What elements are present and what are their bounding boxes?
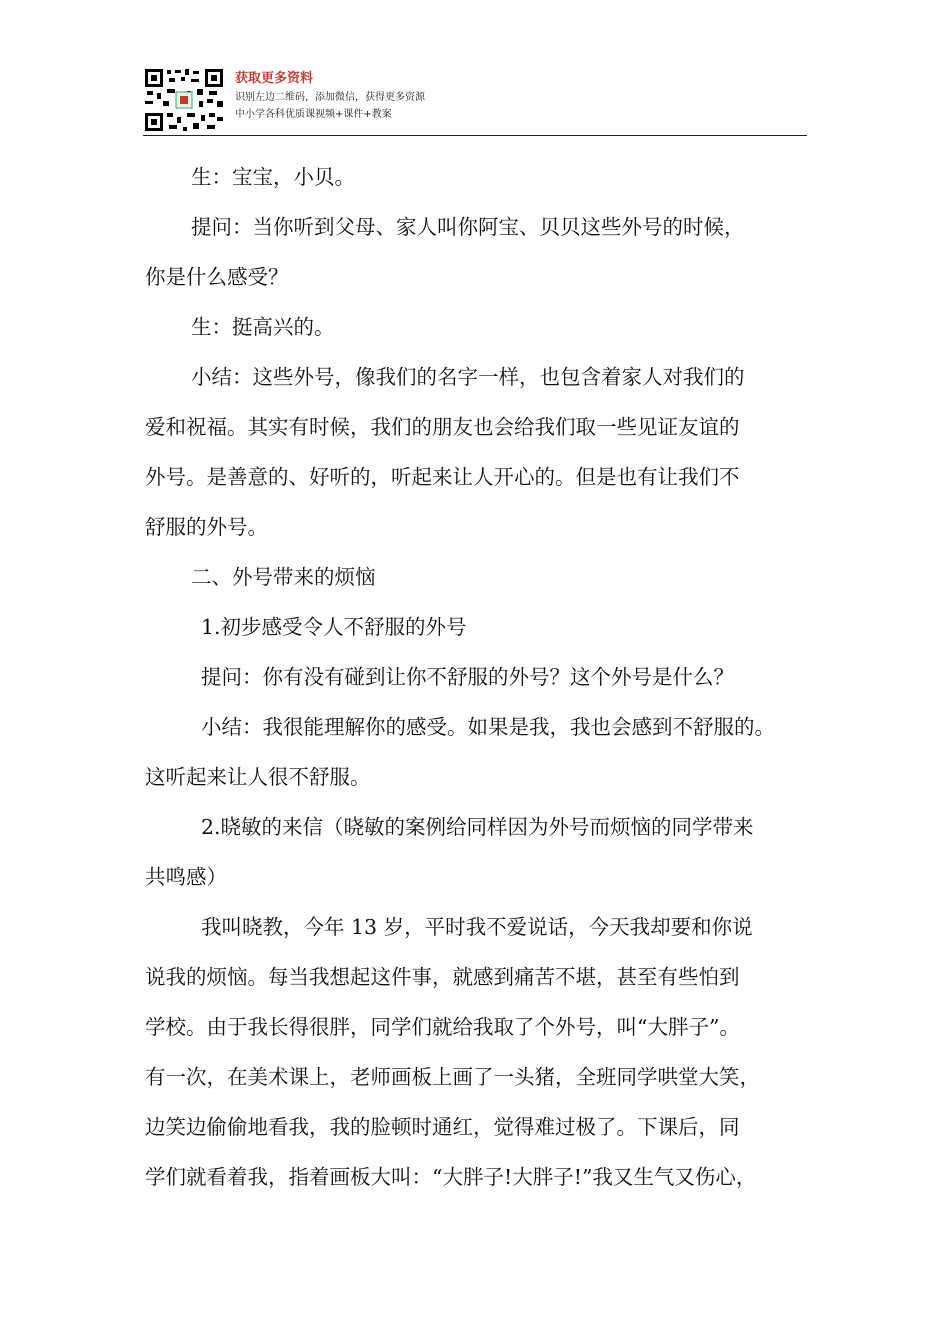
- text-line: 爱和祝福。其实有时候，我们的朋友也会给我们取一些见证友谊的: [145, 415, 740, 439]
- text-line: 学校。由于我长得很胖，同学们就给我取了个外号，叫“大胖子”。: [145, 1015, 740, 1039]
- text-line: 提问：你有没有碰到让你不舒服的外号？这个外号是什么？: [201, 665, 734, 689]
- page-header: [143, 63, 807, 137]
- text-line: 共鸣感）: [145, 865, 227, 889]
- header-text: [235, 69, 425, 123]
- text-line: 小结：这些外号，像我们的名字一样，也包含着家人对我们的: [191, 365, 745, 389]
- text-line: 这听起来让人很不舒服。: [145, 765, 371, 789]
- text-line: 说我的烦恼。每当我想起这件事，就感到痛苦不堪，甚至有些怕到: [145, 965, 740, 989]
- text-line: 小结：我很能理解你的感受。如果是我，我也会感到不舒服的。: [201, 715, 775, 739]
- subsection-heading: 2.晓敏的来信（晓敏的案例给同样因为外号而烦恼的同学带来: [201, 815, 754, 839]
- text-line: 有一次，在美术课上，老师画板上画了一头猪，全班同学哄堂大笑，: [145, 1065, 760, 1089]
- text-line: 舒服的外号。: [145, 515, 268, 539]
- section-heading: 二、外号带来的烦恼: [191, 565, 376, 589]
- text-line: 你是什么感受？: [145, 265, 289, 289]
- text-line: 生：宝宝，小贝。: [191, 165, 355, 189]
- header-line-2: 中小学各科优质课视频+课件+教案: [235, 109, 392, 120]
- document-body: [145, 152, 815, 1202]
- text-line: 提问：当你听到父母、家人叫你阿宝、贝贝这些外号的时候，: [191, 215, 745, 239]
- text-line: 我叫晓教，今年 13 岁，平时我不爱说话，今天我却要和你说: [201, 915, 753, 939]
- text-line: 学们就看着我，指着画板大叫：“大胖子!大胖子!”我又生气又伤心，: [145, 1165, 757, 1189]
- header-line-1: 识别左边二维码，添加微信，获得更多资源: [235, 92, 425, 103]
- text-line: 边笑边偷偷地看我，我的脸顿时通红，觉得难过极了。下课后，同: [145, 1115, 740, 1139]
- qr-code-icon: [143, 67, 225, 133]
- header-divider: [143, 135, 807, 136]
- subsection-heading: 1.初步感受令人不舒服的外号: [201, 615, 467, 639]
- header-title: 获取更多资料: [235, 71, 314, 86]
- text-line: 生：挺高兴的。: [191, 315, 335, 339]
- text-line: 外号。是善意的、好听的，听起来让人开心的。但是也有让我们不: [145, 465, 740, 489]
